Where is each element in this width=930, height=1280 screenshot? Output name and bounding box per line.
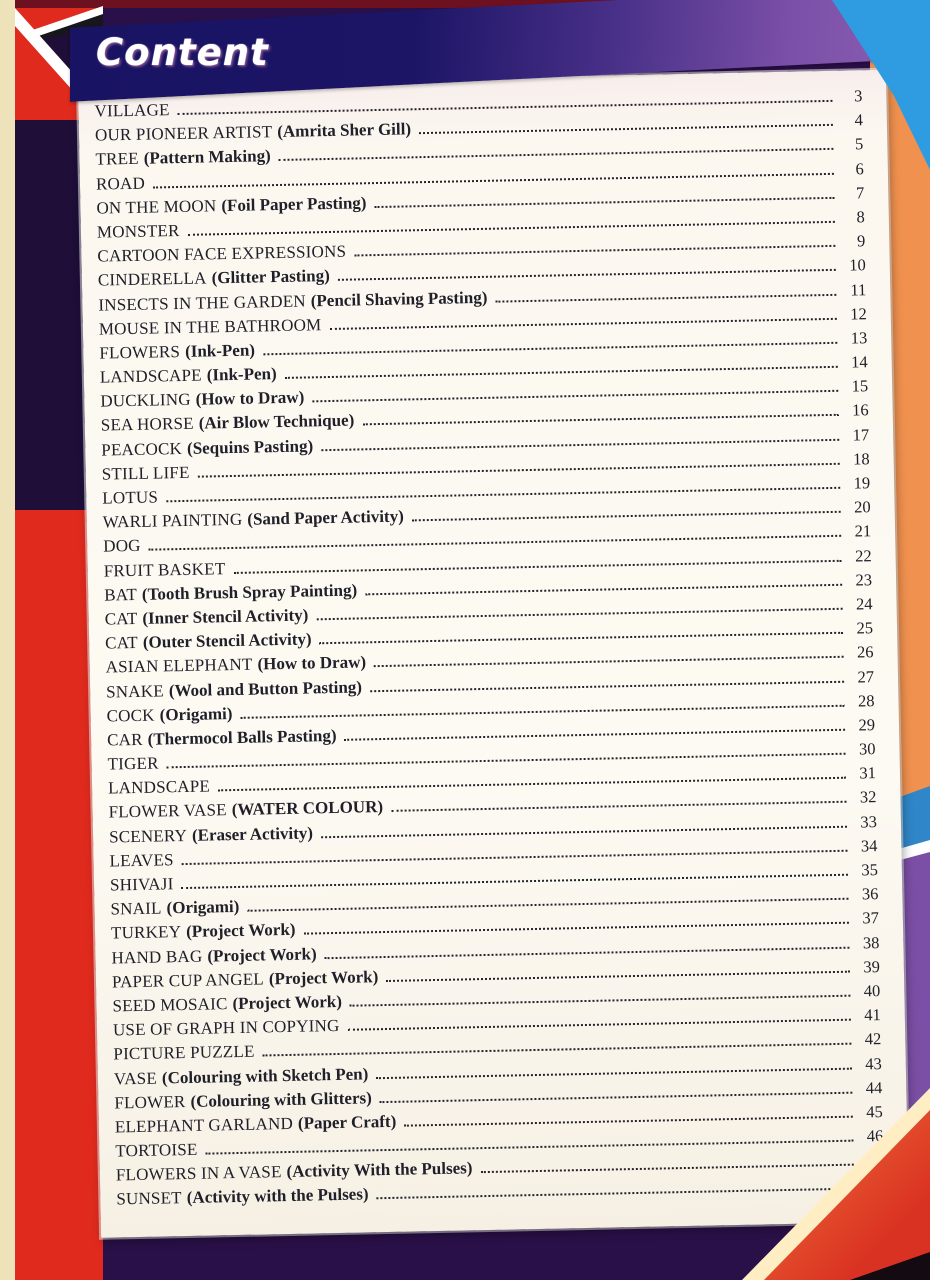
toc-entry-title: VILLAGE xyxy=(94,100,170,121)
toc-entry-subtitle: (Ink-Pen) xyxy=(206,364,277,385)
toc-entry-title: SCENERY xyxy=(108,825,188,847)
toc-entry-title: INSECTS IN THE GARDEN xyxy=(98,290,306,315)
toc-entry-page-number: 6 xyxy=(855,158,865,178)
toc-entry-title: ELEPHANT GARLAND xyxy=(114,1113,294,1137)
toc-entry-subtitle: (WATER COLOUR) xyxy=(231,797,384,820)
toc-entry-page-number: 42 xyxy=(864,1029,882,1049)
toc-entry-title: CAR xyxy=(106,729,143,750)
toc-entry-subtitle: (Pattern Making) xyxy=(143,146,271,169)
toc-entry-page-number: 4 xyxy=(854,110,864,130)
toc-entry-page-number: 14 xyxy=(851,352,868,372)
toc-entry-page-number: 28 xyxy=(857,690,875,711)
toc-entry-title: OUR PIONEER ARTIST xyxy=(94,122,273,145)
content-page xyxy=(78,70,909,1238)
toc-entry-title: FLOWERS xyxy=(99,341,181,363)
toc-entry-title: DOG xyxy=(103,536,141,556)
toc-entry-title: SNAKE xyxy=(105,680,165,702)
toc-entry-page-number: 34 xyxy=(860,835,878,856)
toc-entry-page-number: 9 xyxy=(856,231,866,251)
toc-entry-subtitle: (Outer Stencil Activity) xyxy=(142,629,312,652)
toc-entry-title: PICTURE PUZZLE xyxy=(113,1041,255,1064)
toc-entry-page-number: 12 xyxy=(850,303,867,324)
toc-entry-title: FLOWER VASE xyxy=(108,800,227,822)
toc-entry-title: TURKEY xyxy=(110,922,182,943)
toc-entry-subtitle: (Project Work) xyxy=(185,920,296,942)
toc-entry-subtitle: (Activity with the Pulses) xyxy=(186,1184,369,1208)
toc-entry-page-number: 45 xyxy=(866,1101,883,1122)
toc-list xyxy=(78,70,909,1238)
dotted-leader xyxy=(404,1116,853,1127)
toc-entry-page-number: 31 xyxy=(859,763,877,783)
toc-entry-page-number: 7 xyxy=(855,182,865,203)
toc-entry-subtitle: (Pencil Shaving Pasting) xyxy=(310,287,488,310)
toc-entry-subtitle: (Activity With the Pulses) xyxy=(286,1158,473,1182)
toc-entry-title: WARLI PAINTING xyxy=(102,509,243,532)
toc-entry-page-number: 36 xyxy=(861,884,879,904)
toc-entry-page-number: 26 xyxy=(856,642,874,662)
toc-entry-title: FLOWERS IN A VASE xyxy=(115,1162,282,1185)
dotted-leader xyxy=(419,124,833,134)
dotted-leader xyxy=(391,801,846,812)
toc-entry-title: LANDSCAPE xyxy=(107,776,211,798)
toc-entry-subtitle: (Origami) xyxy=(159,703,233,725)
toc-entry-title: PEACOCK xyxy=(101,438,183,460)
toc-entry-title: COCK xyxy=(106,705,155,726)
dotted-leader xyxy=(375,197,835,208)
toc-entry-subtitle: (How to Draw) xyxy=(257,652,367,674)
toc-entry-title: HAND BAG xyxy=(111,946,203,968)
toc-entry-page-number: 11 xyxy=(850,279,867,300)
toc-entry-page-number: 38 xyxy=(862,932,880,952)
toc-entry-title: CAT xyxy=(104,608,138,629)
toc-entry-subtitle: (Inner Stencil Activity) xyxy=(142,605,309,628)
toc-entry-page-number: 37 xyxy=(862,908,880,928)
toc-entry-subtitle: (Project Work) xyxy=(232,991,343,1014)
toc-entry-title: LOTUS xyxy=(102,487,159,508)
toc-entry-page-number: 17 xyxy=(852,424,870,445)
toc-entry-subtitle: (Sequins Pasting) xyxy=(186,435,314,458)
dotted-leader xyxy=(495,293,836,302)
toc-entry-title: FLOWER xyxy=(114,1091,186,1113)
toc-entry-page-number: 16 xyxy=(851,400,869,420)
toc-entry-page-number: 3 xyxy=(853,86,863,106)
toc-entry-page-number: 30 xyxy=(858,739,876,759)
toc-entry-page-number: 21 xyxy=(854,521,872,541)
toc-entry-page-number: 39 xyxy=(863,956,881,977)
toc-entry-page-number: 8 xyxy=(856,207,865,227)
toc-entry-page-number: 35 xyxy=(861,860,879,880)
toc-entry-title: MONSTER xyxy=(96,220,180,242)
dotted-leader xyxy=(412,511,841,522)
toc-entry-subtitle: (Origami) xyxy=(166,897,240,918)
toc-entry-subtitle: (Foil Paper Pasting) xyxy=(221,192,367,215)
toc-entry-page-number: 23 xyxy=(855,569,873,590)
toc-entry-subtitle: (Eraser Activity) xyxy=(191,823,314,845)
toc-entry-subtitle: (Colouring with Sketch Pen) xyxy=(161,1063,369,1088)
toc-entry-page-number: 10 xyxy=(849,255,866,275)
toc-entry-title: ON THE MOON xyxy=(96,195,217,218)
toc-entry-subtitle: (Colouring with Glitters) xyxy=(190,1087,372,1111)
toc-entry-subtitle: (Project Work) xyxy=(207,943,317,966)
toc-entry-title: TIGER xyxy=(107,753,159,774)
dotted-leader xyxy=(377,1188,855,1200)
toc-entry-title: ROAD xyxy=(95,173,146,194)
toc-entry-title: BAT xyxy=(104,584,138,605)
page-title: Content xyxy=(96,31,269,75)
toc-entry-subtitle: (Project Work) xyxy=(268,966,379,989)
toc-entry-title: PAPER CUP ANGEL xyxy=(111,969,265,992)
toc-entry-subtitle: (How to Draw) xyxy=(195,387,305,409)
toc-entry-page-number: 13 xyxy=(850,328,868,348)
toc-entry-subtitle: (Glitter Pasting) xyxy=(211,266,330,288)
toc-entry-page-number: 19 xyxy=(853,473,871,493)
toc-entry-subtitle: (Ink-Pen) xyxy=(184,340,256,361)
toc-entry-title: SHIVAJI xyxy=(109,874,174,895)
toc-entry-page-number: 24 xyxy=(855,594,873,614)
toc-entry-title: VASE xyxy=(113,1068,158,1088)
toc-entry-page-number: 44 xyxy=(865,1077,883,1098)
toc-entry-page-number: 43 xyxy=(865,1053,882,1073)
toc-entry-page-number: 15 xyxy=(851,376,869,396)
toc-entry-title: SEA HORSE xyxy=(100,414,194,436)
toc-entry-page-number: 40 xyxy=(863,981,881,1001)
toc-entry-title: CAT xyxy=(104,633,139,653)
toc-entry-title: SUNSET xyxy=(116,1188,182,1209)
toc-entry-page-number: 41 xyxy=(864,1005,881,1025)
toc-entry-title: TREE xyxy=(95,149,139,170)
toc-entry-page-number: 46 xyxy=(866,1126,884,1146)
toc-entry-title: USE OF GRAPH IN COPYING xyxy=(112,1016,340,1040)
toc-entry-title: STILL LIFE xyxy=(101,462,190,484)
toc-entry-page-number: 5 xyxy=(854,134,864,154)
toc-entry-page-number: 29 xyxy=(858,715,876,735)
dotted-leader xyxy=(480,1164,853,1173)
toc-entry-title: TORTOISE xyxy=(115,1139,198,1161)
toc-entry-title: MOUSE IN THE BATHROOM xyxy=(98,314,322,339)
toc-entry-subtitle: (Air Blow Technique) xyxy=(198,410,355,434)
toc-entry-subtitle: (Sand Paper Activity) xyxy=(247,506,404,529)
book-edge-strip xyxy=(0,0,15,1280)
toc-entry-title: CARTOON FACE EXPRESSIONS xyxy=(97,241,347,266)
toc-entry-title: DUCKLING xyxy=(100,390,191,411)
toc-entry-page-number: 27 xyxy=(857,666,875,686)
toc-entry-title: LEAVES xyxy=(109,850,174,871)
toc-entry-subtitle: (Thermocol Balls Pasting) xyxy=(147,725,337,749)
toc-entry-title: LANDSCAPE xyxy=(99,365,202,387)
toc-entry-title: ASIAN ELEPHANT xyxy=(105,654,253,677)
toc-entry-page-number: 22 xyxy=(854,545,872,566)
toc-entry-title: SEED MOSAIC xyxy=(112,994,228,1016)
toc-entry-subtitle: (Tooth Brush Spray Painting) xyxy=(141,580,358,604)
toc-entry-page-number: 18 xyxy=(852,449,870,469)
toc-entry-page-number: 32 xyxy=(859,787,877,807)
toc-entry-title: CINDERELLA xyxy=(97,268,207,290)
toc-entry-subtitle: (Wool and Button Pasting) xyxy=(168,676,363,700)
toc-entry-page-number: 20 xyxy=(853,497,871,517)
toc-entry-page-number: 33 xyxy=(860,811,878,832)
toc-entry-subtitle: (Amrita Sher Gill) xyxy=(277,119,412,142)
toc-entry-title: SNAIL xyxy=(110,898,162,919)
toc-entry-subtitle: (Paper Craft) xyxy=(297,1111,397,1133)
toc-entry-title: FRUIT BASKET xyxy=(103,558,226,581)
toc-entry-page-number: 25 xyxy=(856,618,874,638)
